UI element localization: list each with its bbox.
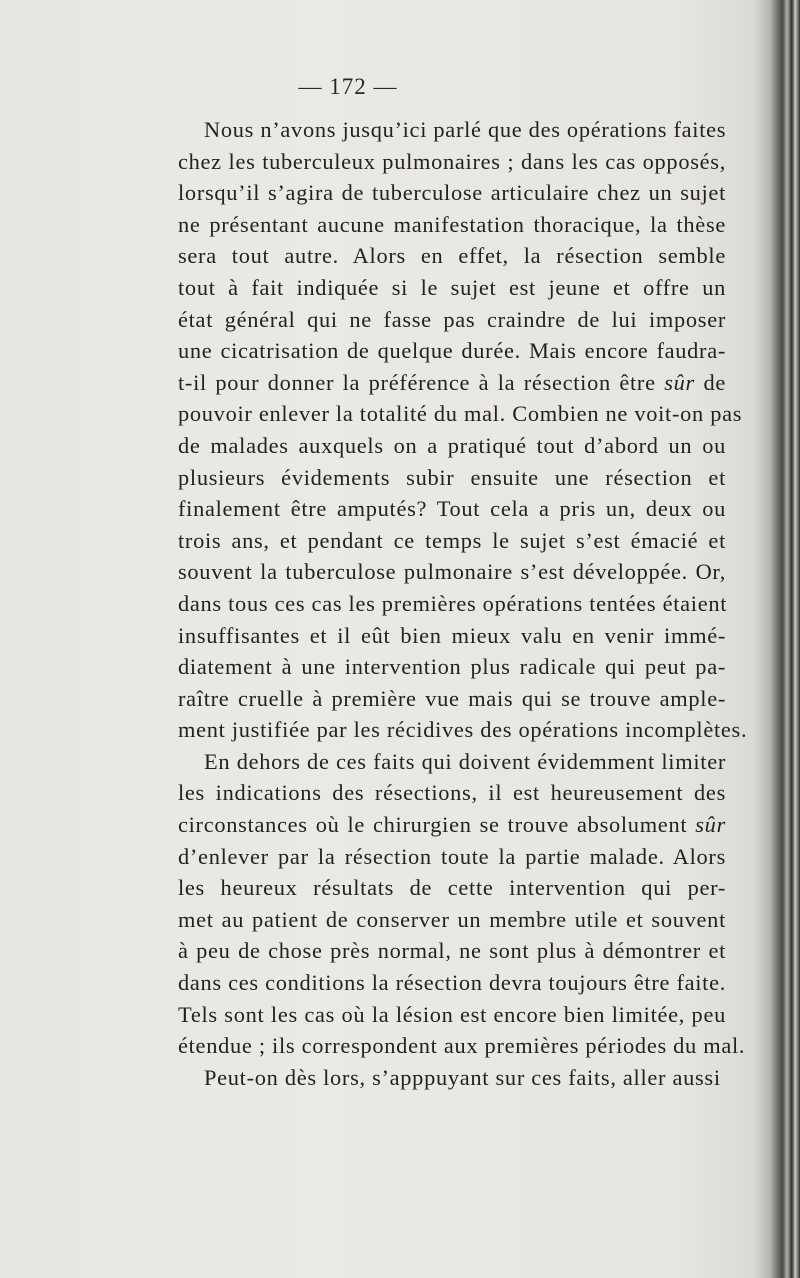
text-line: sera tout autre. Alors en effet, la résection semble (178, 243, 726, 269)
text-line: chez les tuberculeux pulmonaires ; dans les cas opposés, (178, 148, 726, 174)
text-line: Tels sont les cas où la lésion est encore bien limitée, peu (178, 1001, 726, 1027)
text-line: plusieurs évidements subir ensuite une résection et (178, 464, 726, 490)
text-line: Peut-on dès lors, s’apppuyant sur ces faits, aller aussi (204, 1064, 721, 1090)
text-line: ment justifiée par les récidives des opérations incomplètes. (178, 717, 748, 743)
text-line: raître cruelle à première vue mais qui se trouve ample- (178, 685, 726, 711)
page-number: — 172 — (298, 74, 398, 99)
text-line: étendue ; ils correspondent aux premières périodes du mal. (178, 1033, 746, 1059)
text-line: pouvoir enlever la totalité du mal. Combien ne voit-on pas (178, 401, 743, 427)
text-line: une cicatrisation de quelque durée. Mais encore faudra- (178, 338, 726, 364)
body-text (178, 114, 748, 1093)
text-line: état général qui ne fasse pas craindre de lui imposer (178, 306, 726, 332)
text-line: met au patient de conserver un membre utile et souvent (178, 906, 726, 932)
text-line: En dehors de ces faits qui doivent évidemment limiter (204, 748, 726, 774)
text-line: Nous n’avons jusqu’ici parlé que des opérations faites (204, 117, 727, 142)
text-line: lorsqu’il s’agira de tuberculose articulaire chez un sujet (178, 180, 726, 206)
text-line: à peu de chose près normal, ne sont plus à démontrer et (178, 938, 726, 964)
text-line: finalement être amputés? Tout cela a pris un, deux ou (178, 496, 726, 522)
text-line: de malades auxquels on a pratiqué tout d’abord un ou (178, 432, 726, 458)
text-segment: t-il pour donner la préférence à la résection être (178, 369, 665, 395)
text-line: dans ces conditions la résection devra toujours être faite. (178, 970, 727, 996)
italic-word: sûr (695, 812, 726, 838)
text-line: diatement à une intervention plus radicale qui peut pa- (178, 654, 726, 680)
italic-word: sûr (664, 369, 695, 395)
text-segment: de (694, 369, 726, 395)
text-line: ne présentant aucune manifestation thoracique, la thèse (178, 211, 726, 237)
text-line (178, 367, 726, 399)
text-line: les indications des résections, il est heureusement des (178, 780, 726, 806)
text-line (178, 809, 726, 841)
page-header (0, 74, 800, 100)
text-line: insuffisantes et il eût bien mieux valu en venir immé- (178, 622, 726, 648)
text-line: souvent la tuberculose pulmonaire s’est développée. Or, (178, 559, 726, 585)
text-line: tout à fait indiquée si le sujet est jeune et offre un (178, 274, 726, 300)
text-line: trois ans, et pendant ce temps le sujet s’est émacié et (178, 527, 726, 553)
text-line: d’enlever par la résection toute la partie malade. Alors (178, 843, 726, 869)
book-spine-shadow (754, 0, 800, 1278)
text-segment: circonstances où le chirurgien se trouve absolument (178, 812, 696, 838)
text-line: dans tous ces cas les premières opérations tentées étaient (178, 590, 728, 616)
text-line: les heureux résultats de cette intervention qui per- (178, 875, 726, 901)
